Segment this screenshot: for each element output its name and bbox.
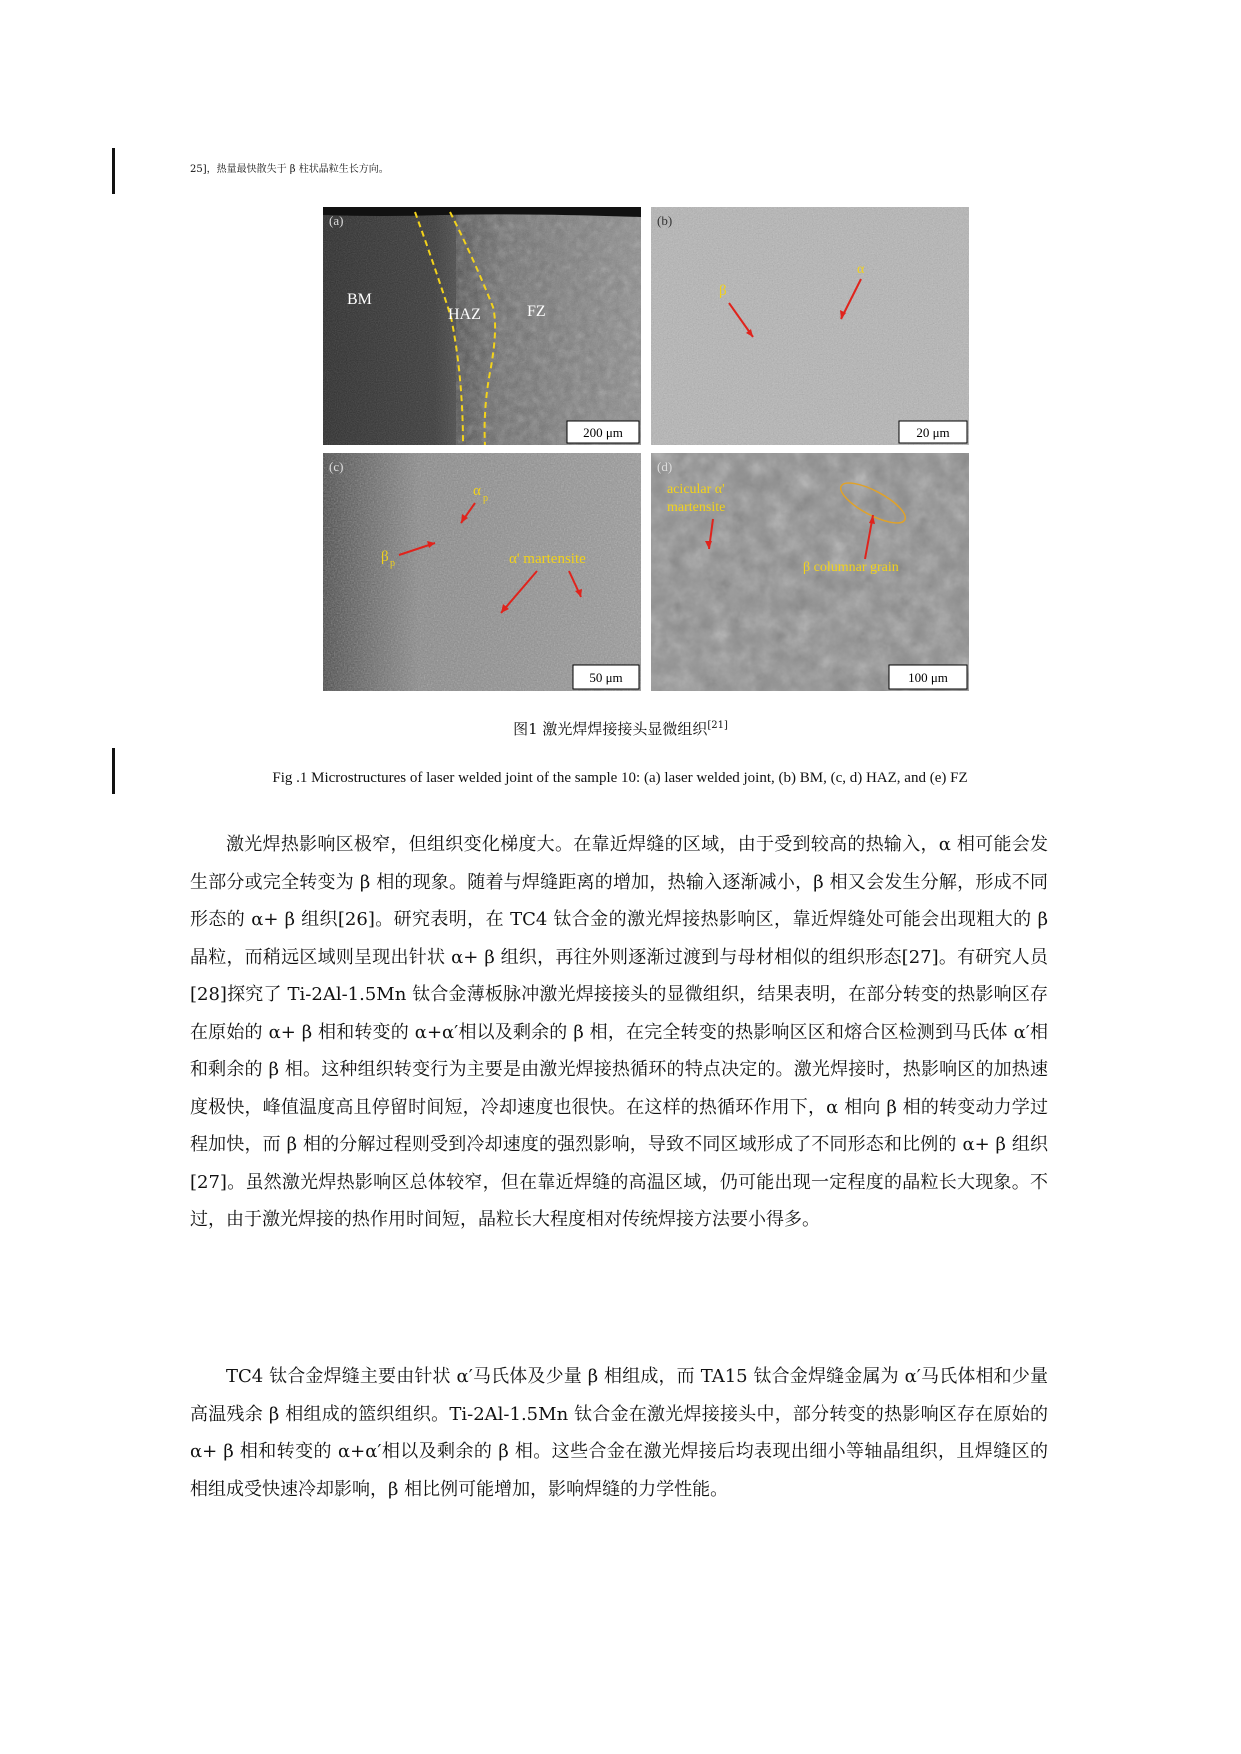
beta-p-subscript: p [390,558,395,569]
panel-b [651,207,969,445]
panel-c [323,453,641,691]
scale-bar-label: 200 μm [583,425,623,440]
martensite-label: martensite [667,500,726,515]
scale-bar-label: 50 μm [589,670,623,685]
alpha-p-subscript: p [483,493,488,504]
revision-bar [112,148,115,194]
body-paragraph-2: TC4 钛合金焊缝主要由针状 α′马氏体及少量 β 相组成，而 TA15 钛合金焊缝金属为 α′马氏体相和少量高温残余 β 相组成的篮织组织。Ti-2Al-1.5Mn 钛合金在激光焊接接头中，部分转变的热影响区存在原始的 α+ β 相和转变的 α+α′相以及剩余的 β 相。这些合金在激光焊接后均表现出细小等轴晶组织，且焊缝区的相组成受快速冷却影响，β 相比例可能增加，影响焊缝的力学性能。 [190,1366,1048,1500]
panel-tag: (b) [657,213,673,228]
scale-bar-label: 100 μm [908,670,948,685]
bm-label: BM [347,291,372,308]
panel-d [651,453,969,691]
columnar-grain-label: β columnar grain [803,560,899,575]
figure-1 [323,207,969,691]
caption-cn-ref: [21] [707,720,728,731]
panel-tag: (a) [329,213,344,228]
haz-label: HAZ [448,306,481,323]
citation-fragment: 25]，热量最快散失于 β 柱状晶粒生长方向。 [190,164,389,175]
figure-caption-cn [0,718,1241,739]
caption-cn-text: 图1 激光焊焊接接头显微组织 [513,720,708,738]
body-paragraph-1: 激光焊热影响区极窄，但组织变化梯度大。在靠近焊缝的区域，由于受到较高的热输入，α 相可能会发生部分或完全转变为 β 相的现象。随着与焊缝距离的增加，热输入逐渐减小，β 相又会发生分解，形成不同形态的 α+ β 组织[26]。研究表明，在 TC4 钛合金的激光焊接热影响区，靠近焊缝处可能会出现粗大的 β 晶粒，而稍远区域则呈现出针状 α+ β 组织，再往外则逐渐过渡到与母材相似的组织形态[27]。有研究人员[28]探究了 Ti-2Al-1.5Mn 钛合金薄板脉冲激光焊接接头的显微组织，结果表明，在部分转变的热影响区存在原始的 α+ β 相和转变的 α+α′相以及剩余的 β 相，在完全转变的热影响区区和熔合区检测到马氏体 α′相和剩余的 β 相。这种组织转变行为主要是由激光焊接热循环的特点决定的。激光焊接时，热影响区的加热速度极快，峰值温度高且停留时间短，冷却速度也很快。在这样的热循环作用下，α 相向 β 相的转变动力学过程加快，而 β 相的分解过程则受到冷却速度的强烈影响，导致不同区域形成了不同形态和比例的 α+ β 组织[27]。虽然激光焊热影响区总体较窄，但在靠近焊缝的高温区域，仍可能出现一定程度的晶粒长大现象。不过，由于激光焊接的热作用时间短，晶粒长大程度相对传统焊接方法要小得多。 [190,834,1048,1230]
figure-caption-en: Fig .1 Microstructures of laser welded joint of the sample 10: (a) laser welded joint, (b) BM, (c, d) HAZ, and (e) FZ [272,770,968,786]
beta-p-label: β [381,549,389,565]
acicular-label: acicular α' [667,482,725,497]
alpha-label: α [857,262,865,277]
martensite-label: α' martensite [509,551,586,567]
alpha-p-label: α [473,483,481,499]
panel-a [323,207,641,445]
panel-tag: (d) [657,459,673,474]
beta-label: β [719,283,727,299]
panel-tag: (c) [329,459,344,474]
fz-label: FZ [527,303,546,320]
scale-bar-label: 20 μm [916,425,950,440]
continuation-line [190,158,389,190]
revision-bar [112,748,115,794]
